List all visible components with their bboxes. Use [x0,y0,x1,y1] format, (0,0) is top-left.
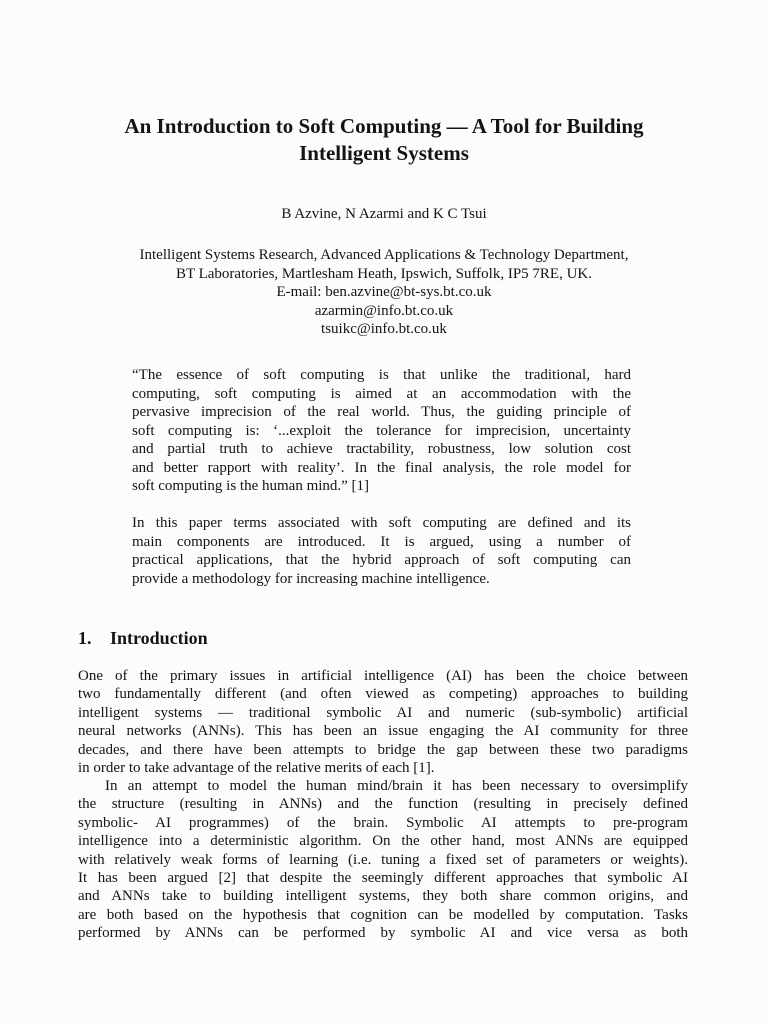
title-line: An Introduction to Soft Computing — A Tool for Building [124,114,644,138]
epigraph-quote [132,366,631,496]
body-line: intelligent systems — traditional symbolic AI and numeric (sub-symbolic) artificial [78,704,688,721]
body-line: neural networks (ANNs). This has been an issue engaging the AI community for three [78,723,688,740]
email-line: tsuikc@info.bt.co.uk [321,321,447,337]
quote-line: pervasive imprecision of the real world. Thus, the guiding principle of [132,404,631,420]
section-number: 1. [78,628,92,648]
quote-line: soft computing is the human mind.” [1] [132,478,370,494]
affiliation [60,246,708,339]
authors: B Azvine, N Azarmi and K C Tsui [281,206,487,222]
body-line: symbolic- AI programmes) of the brain. Symbolic AI attempts to pre-program [78,814,688,831]
affiliation-line: Intelligent Systems Research, Advanced Applications & Technology Department, [139,247,629,263]
section-title: Introduction [110,628,208,648]
body-line: decades, and there have been attempts to bridge the gap between these two paradigms [78,741,688,758]
email-line: E-mail: ben.azvine@bt-sys.bt.co.uk [276,284,492,300]
body-line: with relatively weak forms of learning (i.e. tuning a fixed set of parameters or weights). [78,851,688,868]
quote-line: computing, soft computing is aimed at an accommodation with the [132,385,631,402]
title-line: Intelligent Systems [299,141,469,165]
abstract-line: In this paper terms associated with soft computing are defined and its [132,515,631,531]
body-line: the structure (resulting in ANNs) and the function (resulting in precisely defined [78,796,688,813]
body-line: two fundamentally different (and often viewed as competing) approaches to building [78,686,688,703]
body-line: performed by ANNs can be performed by symbolic AI and vice versa as both [78,925,688,942]
body-line: intelligence into a deterministic algorithm. On the other hand, most ANNs are equipped [78,833,688,850]
intro-paragraph-1 [78,667,688,777]
abstract-line: main components are introduced. It is argued, using a number of [132,533,631,550]
body-line: in order to take advantage of the relative merits of each [1]. [78,760,435,777]
body-line: and ANNs take to building intelligent systems, they both share common origins, and [78,888,688,905]
quote-line: “The essence of soft computing is that unlike the traditional, hard [132,367,631,383]
intro-paragraph-2 [78,777,688,943]
body-line: In an attempt to model the human mind/brain it has been necessary to oversimplify [105,778,688,794]
paper-title [60,113,708,167]
affiliation-line: BT Laboratories, Martlesham Heath, Ipswich, Suffolk, IP5 7RE, UK. [175,265,593,282]
body-line: are both based on the hypothesis that cognition can be modelled by computation. Tasks [78,906,688,923]
body-line: It has been argued [2] that despite the seemingly different approaches that symbolic AI [78,870,688,887]
quote-line: and partial truth to achieve tractability, robustness, low solution cost [132,441,631,457]
abstract-line: practical applications, that the hybrid approach of soft computing can [132,552,631,568]
body-line: One of the primary issues in artificial intelligence (AI) has been the choice between [78,668,688,684]
email-line: azarmin@info.bt.co.uk [314,302,454,319]
quote-line: and better rapport with reality’. In the final analysis, the role model for [132,459,631,476]
quote-line: soft computing is: ‘...exploit the tolerance for imprecision, uncertainty [132,422,631,439]
abstract [132,514,631,588]
section-heading [78,627,208,649]
abstract-line: provide a methodology for increasing machine intelligence. [132,570,490,587]
